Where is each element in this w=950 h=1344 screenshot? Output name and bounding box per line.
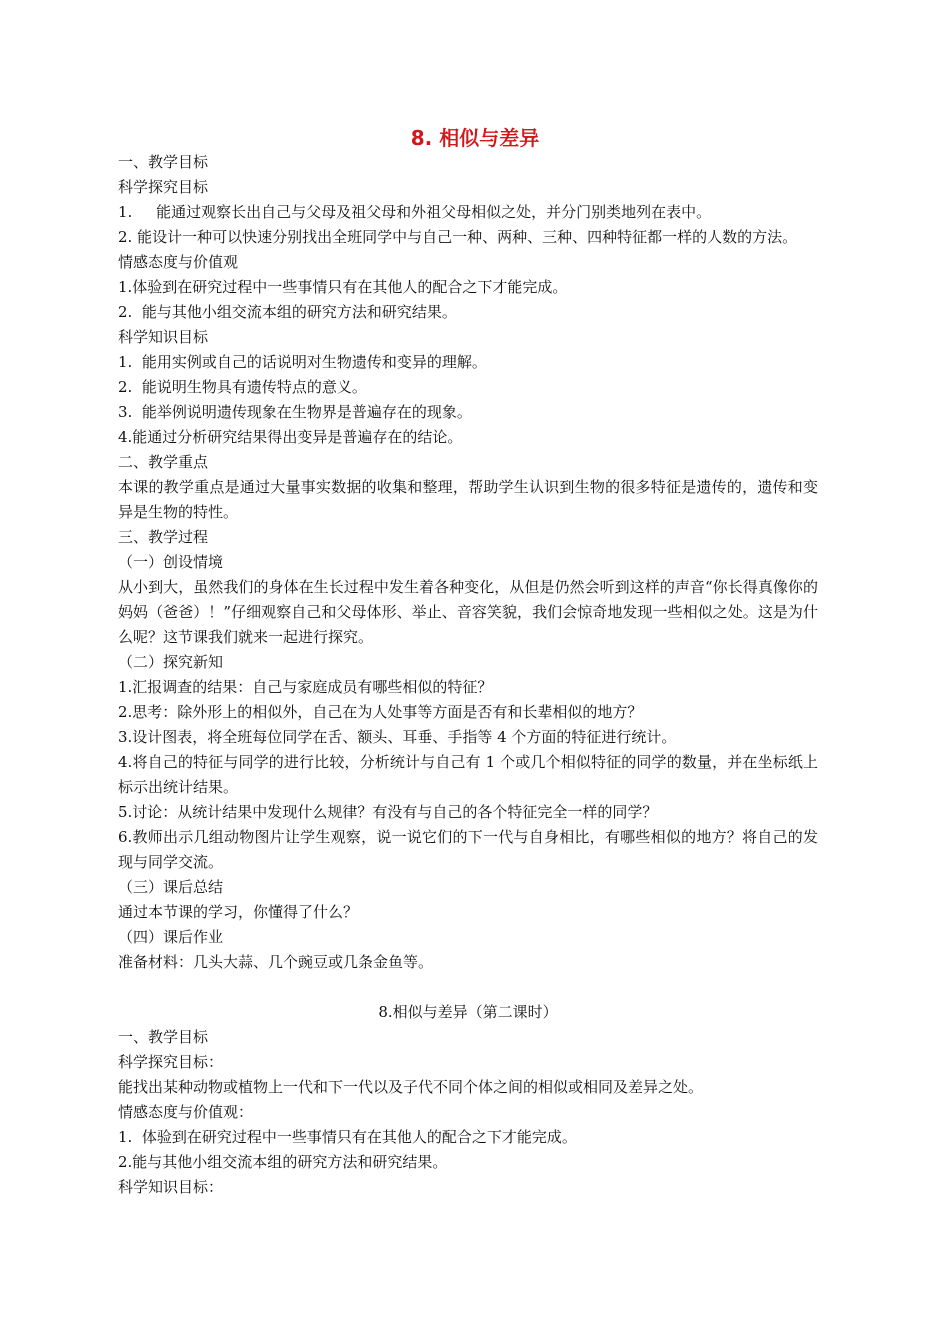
spacer bbox=[118, 975, 818, 1000]
subsection-heading: 科学知识目标： bbox=[118, 1178, 224, 1196]
document-title: 8. 相似与差异 bbox=[410, 126, 540, 150]
paragraph: 6.教师出示几组动物图片让学生观察，说一说它们的下一代与自身相比，有哪些相似的地方？将自己的发现与同学交流。 bbox=[118, 828, 818, 871]
paragraph: 1.体验到在研究过程中一些事情只有在其他人的配合之下才能完成。 bbox=[118, 278, 568, 296]
section-heading: 一、教学目标 bbox=[118, 1028, 209, 1046]
paragraph: 本课的教学重点是通过大量事实数据的收集和整理，帮助学生认识到生物的很多特征是遗传的，遗传和变异是生物的特性。 bbox=[118, 478, 818, 521]
paragraph: 2. 能与其他小组交流本组的研究方法和研究结果。 bbox=[118, 303, 457, 321]
paragraph: 能找出某种动物或植物上一代和下一代以及子代不同个体之间的相似或相同及差异之处。 bbox=[118, 1078, 704, 1096]
paragraph: 5.讨论：从统计结果中发现什么规律？有没有与自己的各个特征完全一样的同学？ bbox=[118, 803, 658, 821]
paragraph: 2.思考：除外形上的相似外，自己在为人处事等方面是否有和长辈相似的地方？ bbox=[118, 703, 643, 721]
paragraph: 3. 能举例说明遗传现象在生物界是普遍存在的现象。 bbox=[118, 403, 472, 421]
subsection-heading: 科学探究目标 bbox=[118, 178, 209, 196]
paragraph: 4.将自己的特征与同学的进行比较，分析统计与自己有 1 个或几个相似特征的同学的数量，并在坐标纸上标示出统计结果。 bbox=[118, 753, 818, 796]
section-heading: 三、教学过程 bbox=[118, 528, 209, 546]
document-subtitle: 8.相似与差异（第二课时） bbox=[378, 1003, 558, 1021]
subsection-heading: （一）创设情境 bbox=[118, 553, 224, 571]
document-body bbox=[118, 150, 818, 1200]
subsection-heading: 情感态度与价值观 bbox=[118, 253, 239, 271]
subsection-heading: 情感态度与价值观： bbox=[118, 1103, 254, 1121]
paragraph: 准备材料：几头大蒜、几个豌豆或几条金鱼等。 bbox=[118, 953, 434, 971]
paragraph: 4.能通过分析研究结果得出变异是普遍存在的结论。 bbox=[118, 428, 463, 446]
paragraph: 3.设计图表，将全班每位同学在舌、额头、耳垂、手指等 4 个方面的特征进行统计。 bbox=[118, 728, 677, 746]
paragraph: 2. 能设计一种可以快速分别找出全班同学中与自己一种、两种、三种、四种特征都一样的人数的方法。 bbox=[118, 228, 798, 246]
paragraph: 1. 能用实例或自己的话说明对生物遗传和变异的理解。 bbox=[118, 353, 487, 371]
subsection-heading: 科学探究目标： bbox=[118, 1053, 224, 1071]
subsection-heading: （二）探究新知 bbox=[118, 653, 224, 671]
paragraph: 从小到大，虽然我们的身体在生长过程中发生着各种变化，从但是仍然会听到这样的声音“你长得真像你的妈妈（爸爸）！”仔细观察自己和父母体形、举止、音容笑貌，我们会惊奇地发现一些相似之处。这是为什么呢？这节课我们就来一起进行探究。 bbox=[118, 578, 818, 646]
paragraph: 1.汇报调查的结果：自己与家庭成员有哪些相似的特征？ bbox=[118, 678, 493, 696]
subsection-heading: 科学知识目标 bbox=[118, 328, 209, 346]
section-heading: 二、教学重点 bbox=[118, 453, 209, 471]
paragraph: 2. 能说明生物具有遗传特点的意义。 bbox=[118, 378, 367, 396]
subsection-heading: （四）课后作业 bbox=[118, 928, 224, 946]
paragraph: 1. 能通过观察长出自己与父母及祖父母和外祖父母相似之处，并分门别类地列在表中。 bbox=[118, 203, 712, 221]
paragraph: 2.能与其他小组交流本组的研究方法和研究结果。 bbox=[118, 1153, 448, 1171]
subsection-heading: （三）课后总结 bbox=[118, 878, 224, 896]
paragraph: 1. 体验到在研究过程中一些事情只有在其他人的配合之下才能完成。 bbox=[118, 1128, 577, 1146]
section-heading: 一、教学目标 bbox=[118, 153, 209, 171]
paragraph: 通过本节课的学习，你懂得了什么？ bbox=[118, 903, 359, 921]
